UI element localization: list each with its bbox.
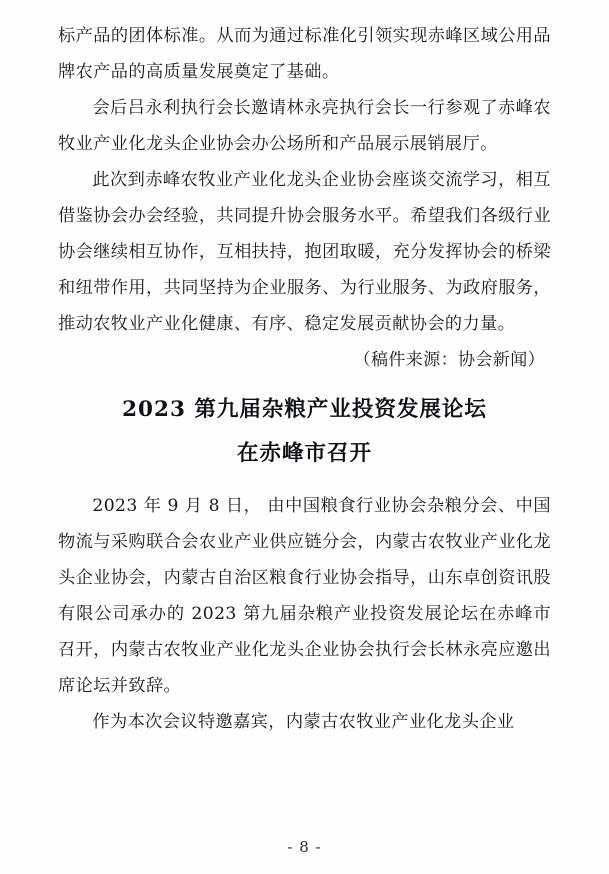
article-paragraph-forum: 2023 年 9 月 8 日， 由中国粮食行业协会杂粮分会、中国物流与采购联合会农业产业供应链分会，内蒙古农牧业产业化龙头企业协会，内蒙古自治区粮食行业协会指导，山东卓创资讯股有限公司承办的 2023 第九届杂粮产业投资发展论坛在赤峰市召开，内蒙古农牧业产业化龙头企业协会执行会长林永亮应邀出席论坛并致辞。 — [58, 496, 551, 696]
article-paragraph-guest: 作为本次会议特邀嘉宾，内蒙古农牧业产业化龙头企业 — [92, 712, 515, 732]
source-note: （稿件来源：协会新闻） — [353, 350, 545, 370]
paragraph-continued: 标产品的团体标准。从而为通过标准化引领实现赤峰区域公用品牌农产品的高质量发展奠定了基础。 — [58, 26, 551, 82]
article-title-line-1: 2023 第九届杂粮产业投资发展论坛 — [122, 397, 487, 422]
article-title — [58, 388, 551, 476]
page-number: - 8 - — [287, 838, 322, 856]
paragraph-exchange: 此次到赤峰农牧业产业化龙头企业协会座谈交流学习，相互借鉴协会办会经验，共同提升协会服务水平。希望我们各级行业协会继续相互协作，互相扶持，抱团取暖，充分发挥协会的桥梁和纽带作用，共同坚持为企业服务、为行业服务、为政府服务，推动农牧业产业化健康、有序、稳定发展贡献协会的力量。 — [58, 170, 551, 334]
article-title-line-2: 在赤峰市召开 — [236, 441, 372, 466]
paragraph-visit: 会后吕永利执行会长邀请林永亮执行会长一行参观了赤峰农牧业产业化龙头企业协会办公场所和产品展示展销展厅。 — [58, 98, 551, 154]
